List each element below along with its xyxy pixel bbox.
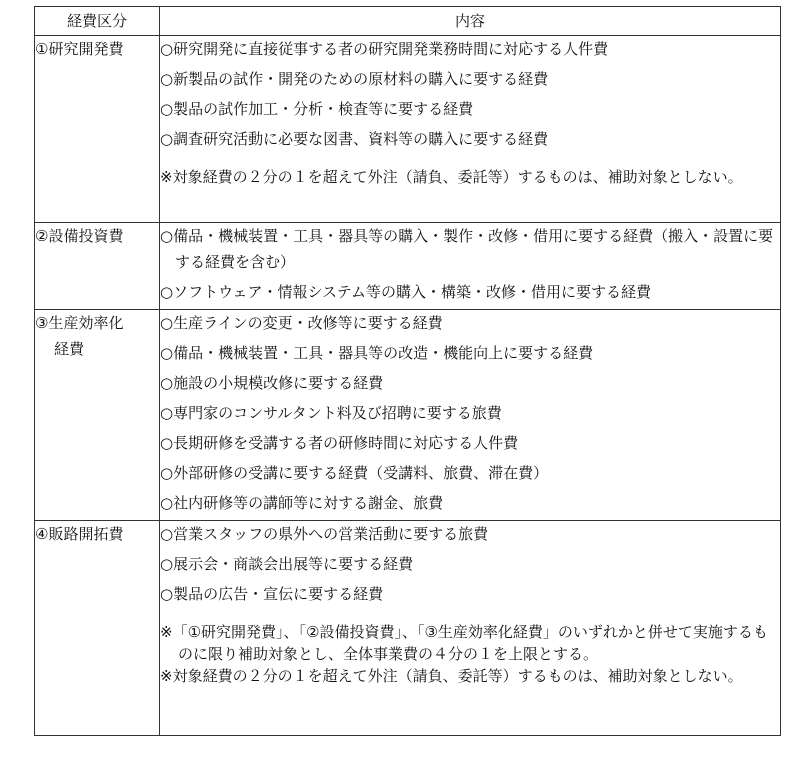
list-item: ○調査研究活動に必要な図書、資料等の購入に要する経費: [160, 130, 549, 148]
header-category: 経費区分: [35, 7, 160, 36]
category-equipment: [35, 223, 160, 310]
category-label-line1: ③生産効率化: [35, 314, 124, 332]
list-item: ○研究開発に直接従事する者の研究開発業務時間に対応する人件費: [160, 40, 609, 58]
category-label: ②設備投資費: [35, 227, 124, 245]
category-label-line2: 経費: [54, 340, 85, 358]
content-sales: [160, 521, 781, 736]
list-item: ○ソフトウェア・情報システム等の購入・構築・改修・借用に要する経費: [160, 283, 651, 301]
header-content: 内容: [160, 7, 781, 36]
table-row-sales: [35, 521, 781, 736]
content-efficiency: [160, 310, 781, 521]
list-item: ○新製品の試作・開発のための原材料の購入に要する経費: [160, 70, 549, 88]
table-row-research: [35, 36, 781, 223]
note: ※対象経費の２分の１を超えて外注（請負、委託等）するものは、補助対象としない。: [160, 168, 743, 186]
list-item: ○施設の小規模改修に要する経費: [160, 374, 384, 392]
category-label: ①研究開発費: [35, 40, 124, 58]
list-item: ○生産ラインの変更・改修等に要する経費: [160, 314, 443, 332]
table-header-row: [35, 7, 781, 36]
category-label: ④販路開拓費: [35, 525, 124, 543]
list-item: ○外部研修の受講に要する経費（受講料、旅費、滞在費）: [160, 464, 549, 482]
table-row-equipment: [35, 223, 781, 310]
list-item: ○社内研修等の講師等に対する謝金、旅費: [160, 494, 444, 512]
list-item: ○営業スタッフの県外への営業活動に要する旅費: [160, 525, 489, 543]
category-efficiency: [35, 310, 160, 521]
list-item: ○長期研修を受講する者の研修時間に対応する人件費: [160, 434, 519, 452]
expense-category-table: [34, 6, 781, 736]
note: ※対象経費の２分の１を超えて外注（請負、委託等）するものは、補助対象としない。: [160, 667, 743, 685]
table-row-efficiency: [35, 310, 781, 521]
content-research: [160, 36, 781, 223]
category-sales: [35, 521, 160, 736]
list-item: ○展示会・商談会出展等に要する経費: [160, 555, 414, 573]
content-equipment: [160, 223, 781, 310]
list-item: ○製品の広告・宣伝に要する経費: [160, 585, 384, 603]
note: ※「①研究開発費」、「②設備投資費」、「③生産効率化経費」のいずれかと併せて実施するものに限り補助対象とし、全体事業費の４分の１を上限とする。: [160, 623, 768, 663]
category-research: [35, 36, 160, 223]
list-item: ○備品・機械装置・工具・器具等の購入・製作・改修・借用に要する経費（搬入・設置に要する経費を含む）: [160, 227, 774, 271]
list-item: ○専門家のコンサルタント料及び招聘に要する旅費: [160, 404, 502, 422]
list-item: ○備品・機械装置・工具・器具等の改造・機能向上に要する経費: [160, 344, 594, 362]
list-item: ○製品の試作加工・分析・検査等に要する経費: [160, 100, 474, 118]
